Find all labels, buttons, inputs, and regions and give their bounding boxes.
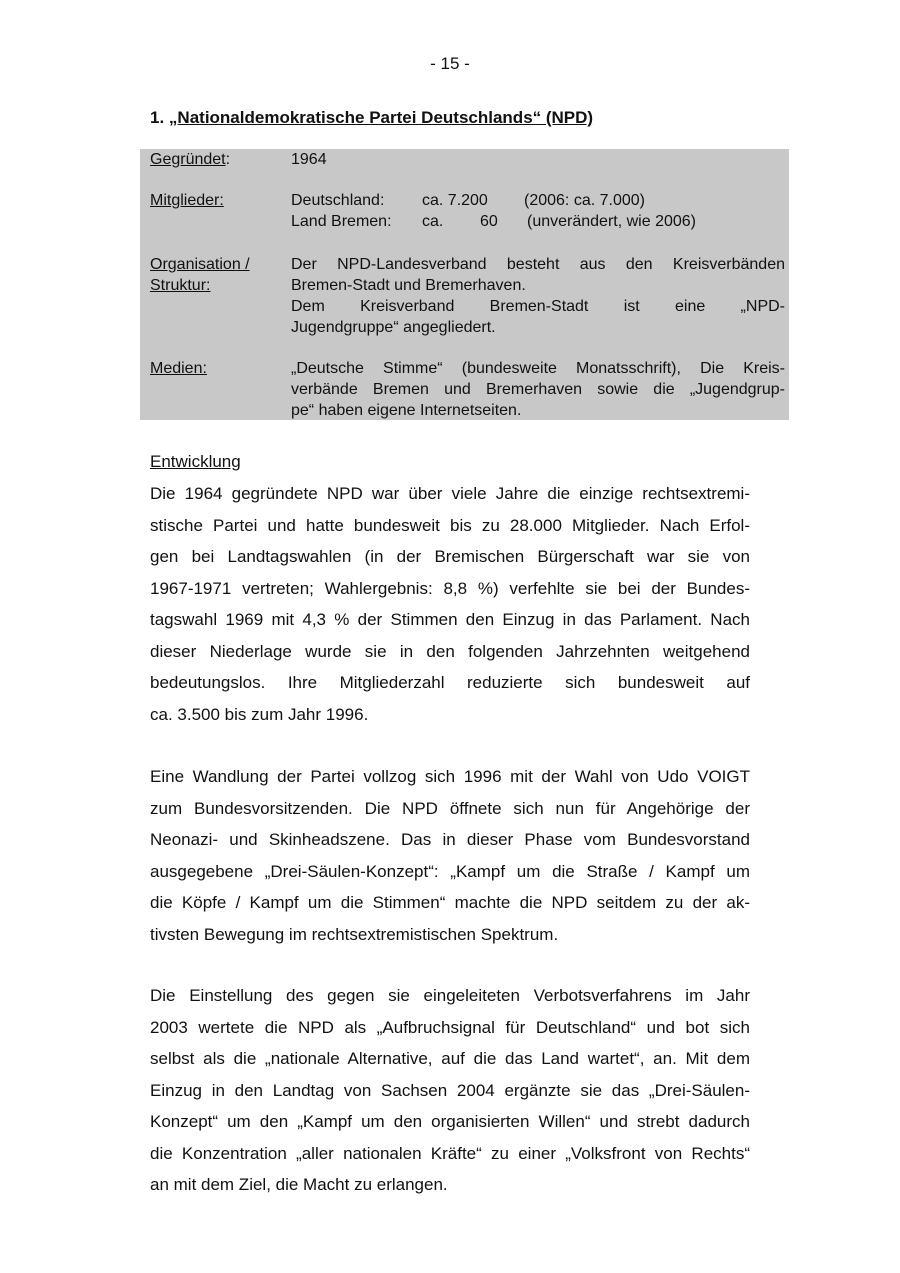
section-title: „Nationaldemokratische Partei Deutschlands“ (NPD)	[168, 108, 594, 127]
paragraph-line: ca. 3.500 bis zum Jahr 1996.	[150, 704, 369, 724]
paragraph-line: die Konzentration „aller nationalen Kräfte“ zu einer „Volksfront von Rechts“	[150, 1143, 750, 1163]
members-row-germany	[291, 190, 785, 211]
paragraph-3	[150, 980, 750, 1201]
organisation-value	[291, 254, 785, 338]
paragraph-line: tagswahl 1969 mit 4,3 % der Stimmen den Einzug in das Parlament. Nach	[150, 610, 750, 629]
organisation-label: Organisation / Struktur:	[150, 256, 250, 294]
members-place: Land Bremen:	[291, 213, 392, 230]
organisation-line: Jugendgruppe“ angegliedert.	[291, 319, 496, 336]
members-count: ca. 7.200	[422, 192, 488, 209]
media-label: Medien:	[150, 360, 207, 377]
members-note: (2006: ca. 7.000)	[524, 192, 645, 209]
paragraph-line: zum Bundesvorsitzenden. Die NPD öffnete sich nun für Angehörige der	[150, 798, 750, 818]
paragraph-2	[150, 761, 750, 950]
paragraph-line: Einzug in den Landtag von Sachsen 2004 ergänzte sie das „Drei-Säulen-	[150, 1080, 750, 1100]
founded-label: Gegründet:	[150, 151, 231, 168]
paragraph-line: Die Einstellung des gegen sie eingeleiteten Verbotsverfahrens im Jahr	[150, 986, 750, 1005]
development-heading: Entwicklung	[150, 452, 241, 471]
paragraph-line: selbst als die „nationale Alternative, auf die das Land wartet“, an. Mit dem	[150, 1049, 750, 1068]
paragraph-line: 1967-1971 vertreten; Wahlergebnis: 8,8 %) verfehlte sie bei der Bundes-	[150, 578, 750, 598]
paragraph-line: Konzept“ um den „Kampf um den organisierten Willen“ und strebt dadurch	[150, 1112, 750, 1131]
paragraph-line: tivsten Bewegung im rechtsextremistischen Spektrum.	[150, 924, 559, 944]
media-value	[291, 358, 785, 421]
section-number: 1.	[150, 108, 165, 127]
members-place: Deutschland:	[291, 192, 385, 209]
paragraph-line: stische Partei und hatte bundesweit bis zu 28.000 Mitglieder. Nach Erfol-	[150, 515, 750, 535]
page-number: - 15 -	[430, 54, 470, 73]
members-note: (unverändert, wie 2006)	[527, 213, 696, 230]
organisation-line: Der NPD-Landesverband besteht aus den Kreisverbänden	[291, 256, 785, 273]
paragraph-line: an mit dem Ziel, die Macht zu erlangen.	[150, 1175, 448, 1194]
paragraph-line: Die 1964 gegründete NPD war über viele Jahre die einzige rechtsextremi-	[150, 484, 750, 503]
organisation-line: Bremen-Stadt und Bremerhaven.	[291, 277, 526, 294]
paragraph-line: dieser Niederlage wurde sie in den folgenden Jahrzehnten weitgehend	[150, 641, 750, 661]
organisation-line: Dem Kreisverband Bremen-Stadt ist eine „NPD-	[291, 298, 785, 315]
media-line: „Deutsche Stimme“ (bundesweite Monatsschrift), Die Kreis-	[291, 360, 785, 377]
paragraph-line: ausgegebene „Drei-Säulen-Konzept“: „Kampf um die Straße / Kampf um	[150, 861, 750, 881]
media-line: pe“ haben eigene Internetseiten.	[291, 402, 522, 419]
members-row-bremen	[291, 211, 785, 232]
section-heading	[150, 108, 593, 128]
paragraph-line: die Köpfe / Kampf um die Stimmen“ machte die NPD seitdem zu der ak-	[150, 893, 750, 912]
media-line: verbände Bremen und Bremerhaven sowie die „Jugendgrup-	[291, 381, 785, 398]
paragraph-line: Neonazi- und Skinheadszene. Das in dieser Phase vom Bundesvorstand	[150, 830, 750, 849]
paragraph-line: gen bei Landtagswahlen (in der Bremischen Bürgerschaft war sie von	[150, 547, 750, 566]
fact-box	[140, 149, 789, 420]
paragraph-line: bedeutungslos. Ihre Mitgliederzahl reduzierte sich bundesweit auf	[150, 673, 750, 692]
paragraph-1	[150, 478, 750, 730]
members-label: Mitglieder:	[150, 192, 224, 209]
paragraph-line: 2003 wertete die NPD als „Aufbruchsignal für Deutschland“ und bot sich	[150, 1017, 750, 1037]
members-count-prefix: ca.	[422, 213, 444, 230]
members-count: 60	[480, 213, 498, 230]
founded-value: 1964	[291, 151, 327, 168]
members-value	[291, 190, 785, 232]
paragraph-line: Eine Wandlung der Partei vollzog sich 1996 mit der Wahl von Udo VOIGT	[150, 767, 750, 786]
